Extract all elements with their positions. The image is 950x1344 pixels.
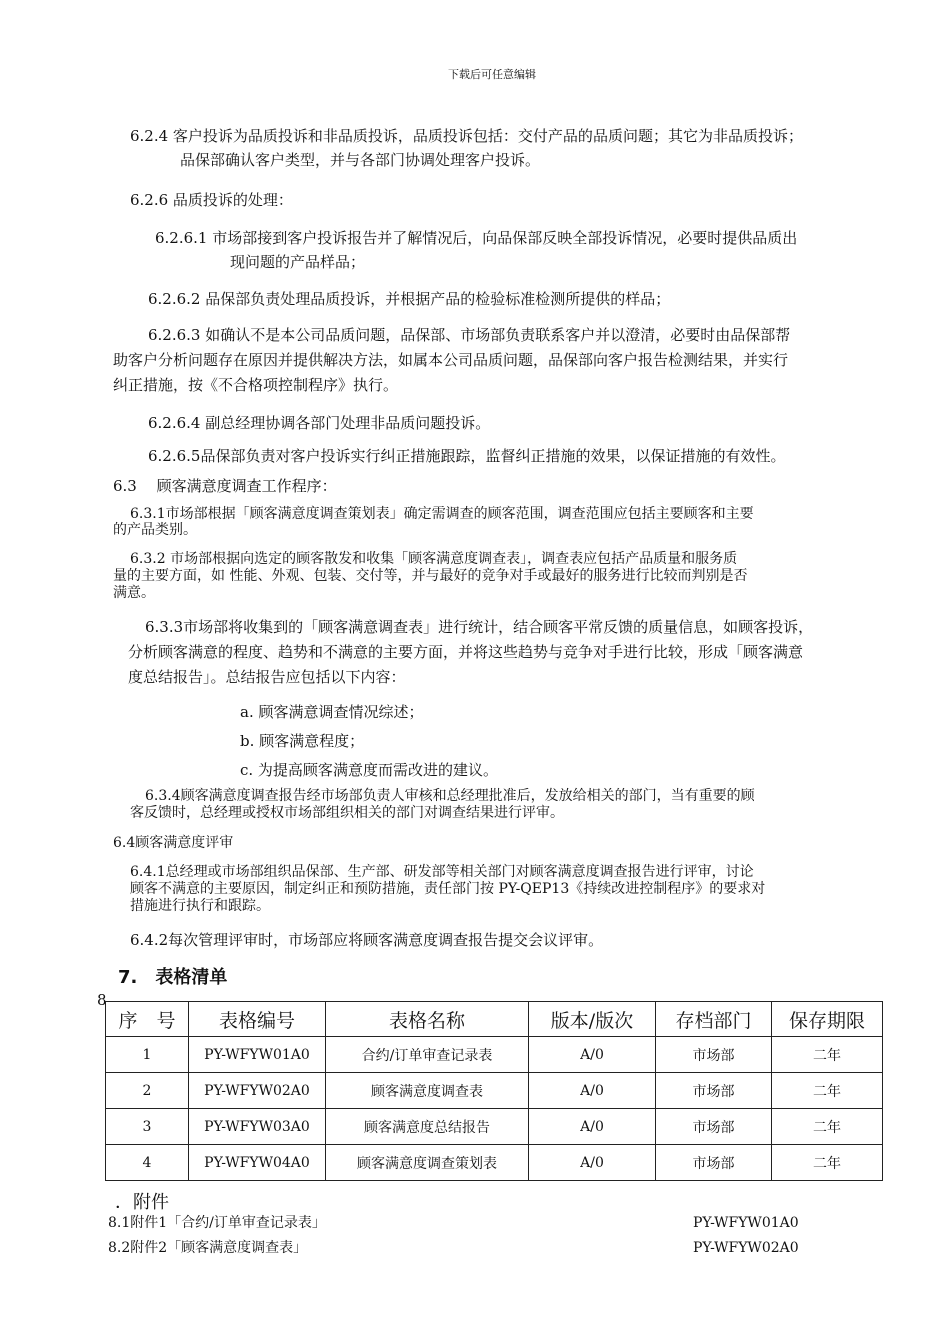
para-6-2-6-1-line1: 6.2.6.1 市场部接到客户投诉报告并了解情况后，向品保部反映全部投诉情况，必要时提供品质出 <box>155 229 798 247</box>
para-6-3-1-line2: 的产品类别。 <box>113 522 197 538</box>
cell: A/0 <box>529 1109 656 1145</box>
para-6-2-6-5: 6.2.6.5品保部负责对客户投诉实行纠正措施跟踪，监督纠正措施的效果，以保证措施的有效性。 <box>148 447 786 465</box>
page-header: 下载后可任意编辑 <box>448 68 536 81</box>
cell: 二年 <box>772 1073 883 1109</box>
para-6-2-6-3-line3: 纠正措施，按《不合格项控制程序》执行。 <box>113 376 399 394</box>
col-header: 保存期限 <box>772 1002 883 1037</box>
para-6-2-6-3-line2: 助客户分析问题存在原因并提供解决方法，如属本公司品质问题，品保部向客户报告检测结果，并实行 <box>113 351 789 369</box>
para-6-2-6: 6.2.6 品质投诉的处理： <box>130 191 293 209</box>
section-6-3: 6.3 顾客满意度调查工作程序： <box>113 477 337 495</box>
list-item-a: a. 顾客满意调查情况综述； <box>240 703 424 721</box>
attachment-2-code: PY-WFYW02A0 <box>693 1240 799 1256</box>
col-header: 存档部门 <box>656 1002 772 1037</box>
table-header-row <box>106 1002 883 1037</box>
table-row <box>106 1109 883 1145</box>
cell: PY-WFYW03A0 <box>189 1109 326 1145</box>
para-6-2-4-line1: 6.2.4 客户投诉为品质投诉和非品质投诉，品质投诉包括：交付产品的品质问题；其它为非品质投诉； <box>130 127 803 145</box>
cell: 市场部 <box>656 1037 772 1073</box>
para-6-3-3-line1: 6.3.3市场部将收集到的「顾客满意调查表」进行统计，结合顾客平常反馈的质量信息，如顾客投诉， <box>145 618 814 636</box>
col-header: 表格编号 <box>189 1002 326 1037</box>
cell: 二年 <box>772 1109 883 1145</box>
cell: A/0 <box>529 1145 656 1181</box>
list-item-c: c. 为提高顾客满意度而需改进的建议。 <box>240 761 498 779</box>
para-6-2-6-4: 6.2.6.4 副总经理协调各部门处理非品质问题投诉。 <box>148 414 491 432</box>
cell: 顾客满意度调查表 <box>326 1073 529 1109</box>
col-header: 表格名称 <box>326 1002 529 1037</box>
para-6-3-1-line1: 6.3.1市场部根据「顾客满意度调查策划表」确定需调查的顾客范围，调查范围应包括主要顾客和主要 <box>130 506 754 522</box>
para-6-3-3-line3: 度总结报告」。总结报告应包括以下内容： <box>128 668 406 686</box>
col-header: 序 号 <box>106 1002 189 1037</box>
cell: 2 <box>106 1073 189 1109</box>
cell: 4 <box>106 1145 189 1181</box>
list-item-b: b. 顾客满意程度； <box>240 732 365 750</box>
para-6-3-2-line1: 6.3.2 市场部根据向选定的顾客散发和收集「顾客满意度调查表」，调查表应包括产品质量和服务质 <box>130 551 738 567</box>
para-6-3-2-line3: 满意。 <box>113 585 155 601</box>
cell: A/0 <box>529 1073 656 1109</box>
cell: 市场部 <box>656 1145 772 1181</box>
section-8-title: ．附件 <box>115 1192 169 1213</box>
para-6-3-2-line2: 量的主要方面，如 性能、外观、包装、交付等，并与最好的竞争对手或最好的服务进行比较而判别是否 <box>113 568 748 584</box>
para-6-2-6-1-line2: 现问题的产品样品； <box>230 253 366 271</box>
para-6-2-6-3-line1: 6.2.6.3 如确认不是本公司品质问题，品保部、市场部负责联系客户并以澄清，必要时由品保部帮 <box>148 326 791 344</box>
para-6-3-4-line2: 客反馈时，总经理或授权市场部组织相关的部门对调查结果进行评审。 <box>130 805 564 821</box>
para-6-4-1-line1: 6.4.1总经理或市场部组织品保部、生产部、研发部等相关部门对顾客满意度调查报告进行评审，讨论 <box>130 864 754 880</box>
cell: 顾客满意度总结报告 <box>326 1109 529 1145</box>
para-6-2-6-2: 6.2.6.2 品保部负责处理品质投诉，并根据产品的检验标准检测所提供的样品； <box>148 290 671 308</box>
para-6-3-4-line1: 6.3.4顾客满意度调查报告经市场部负责人审核和总经理批准后，发放给相关的部门，当有重要的顾 <box>145 788 755 804</box>
section-6-4: 6.4顾客满意度评审 <box>113 835 234 851</box>
para-6-4-2: 6.4.2每次管理评审时，市场部应将顾客满意度调查报告提交会议评审。 <box>130 931 604 949</box>
cell: A/0 <box>529 1037 656 1073</box>
cell: 3 <box>106 1109 189 1145</box>
cell: PY-WFYW04A0 <box>189 1145 326 1181</box>
table-row <box>106 1037 883 1073</box>
cell: 合约/订单审查记录表 <box>326 1037 529 1073</box>
para-6-4-1-line3: 措施进行执行和跟踪。 <box>130 898 270 914</box>
cell: 二年 <box>772 1037 883 1073</box>
cell: 市场部 <box>656 1073 772 1109</box>
cell: 二年 <box>772 1145 883 1181</box>
table-row <box>106 1145 883 1181</box>
para-6-3-3-line2: 分析顾客满意的程度、趋势和不满意的主要方面，并将这些趋势与竞争对手进行比较，形成「顾客满意 <box>128 643 804 661</box>
para-6-4-1-line2: 顾客不满意的主要原因，制定纠正和预防措施，责任部门按 PY-QEP13《持续改进控制程序》的要求对 <box>130 881 766 897</box>
cell: 市场部 <box>656 1109 772 1145</box>
col-header: 版本/版次 <box>529 1002 656 1037</box>
forms-table <box>105 1001 883 1181</box>
section-7-title: 7. 表格清单 <box>118 967 228 988</box>
para-6-2-4-line2: 品保部确认客户类型，并与各部门协调处理客户投诉。 <box>180 151 541 169</box>
cell: 1 <box>106 1037 189 1073</box>
cell: 顾客满意度调查策划表 <box>326 1145 529 1181</box>
attachment-1-code: PY-WFYW01A0 <box>693 1215 799 1231</box>
attachment-2-name: 8.2附件2「顾客满意度调查表」 <box>108 1240 308 1256</box>
cell: PY-WFYW01A0 <box>189 1037 326 1073</box>
table-row <box>106 1073 883 1109</box>
attachment-1-name: 8.1附件1「合约/订单审查记录表」 <box>108 1215 326 1231</box>
cell: PY-WFYW02A0 <box>189 1073 326 1109</box>
stray-number: 8 <box>97 991 107 1009</box>
